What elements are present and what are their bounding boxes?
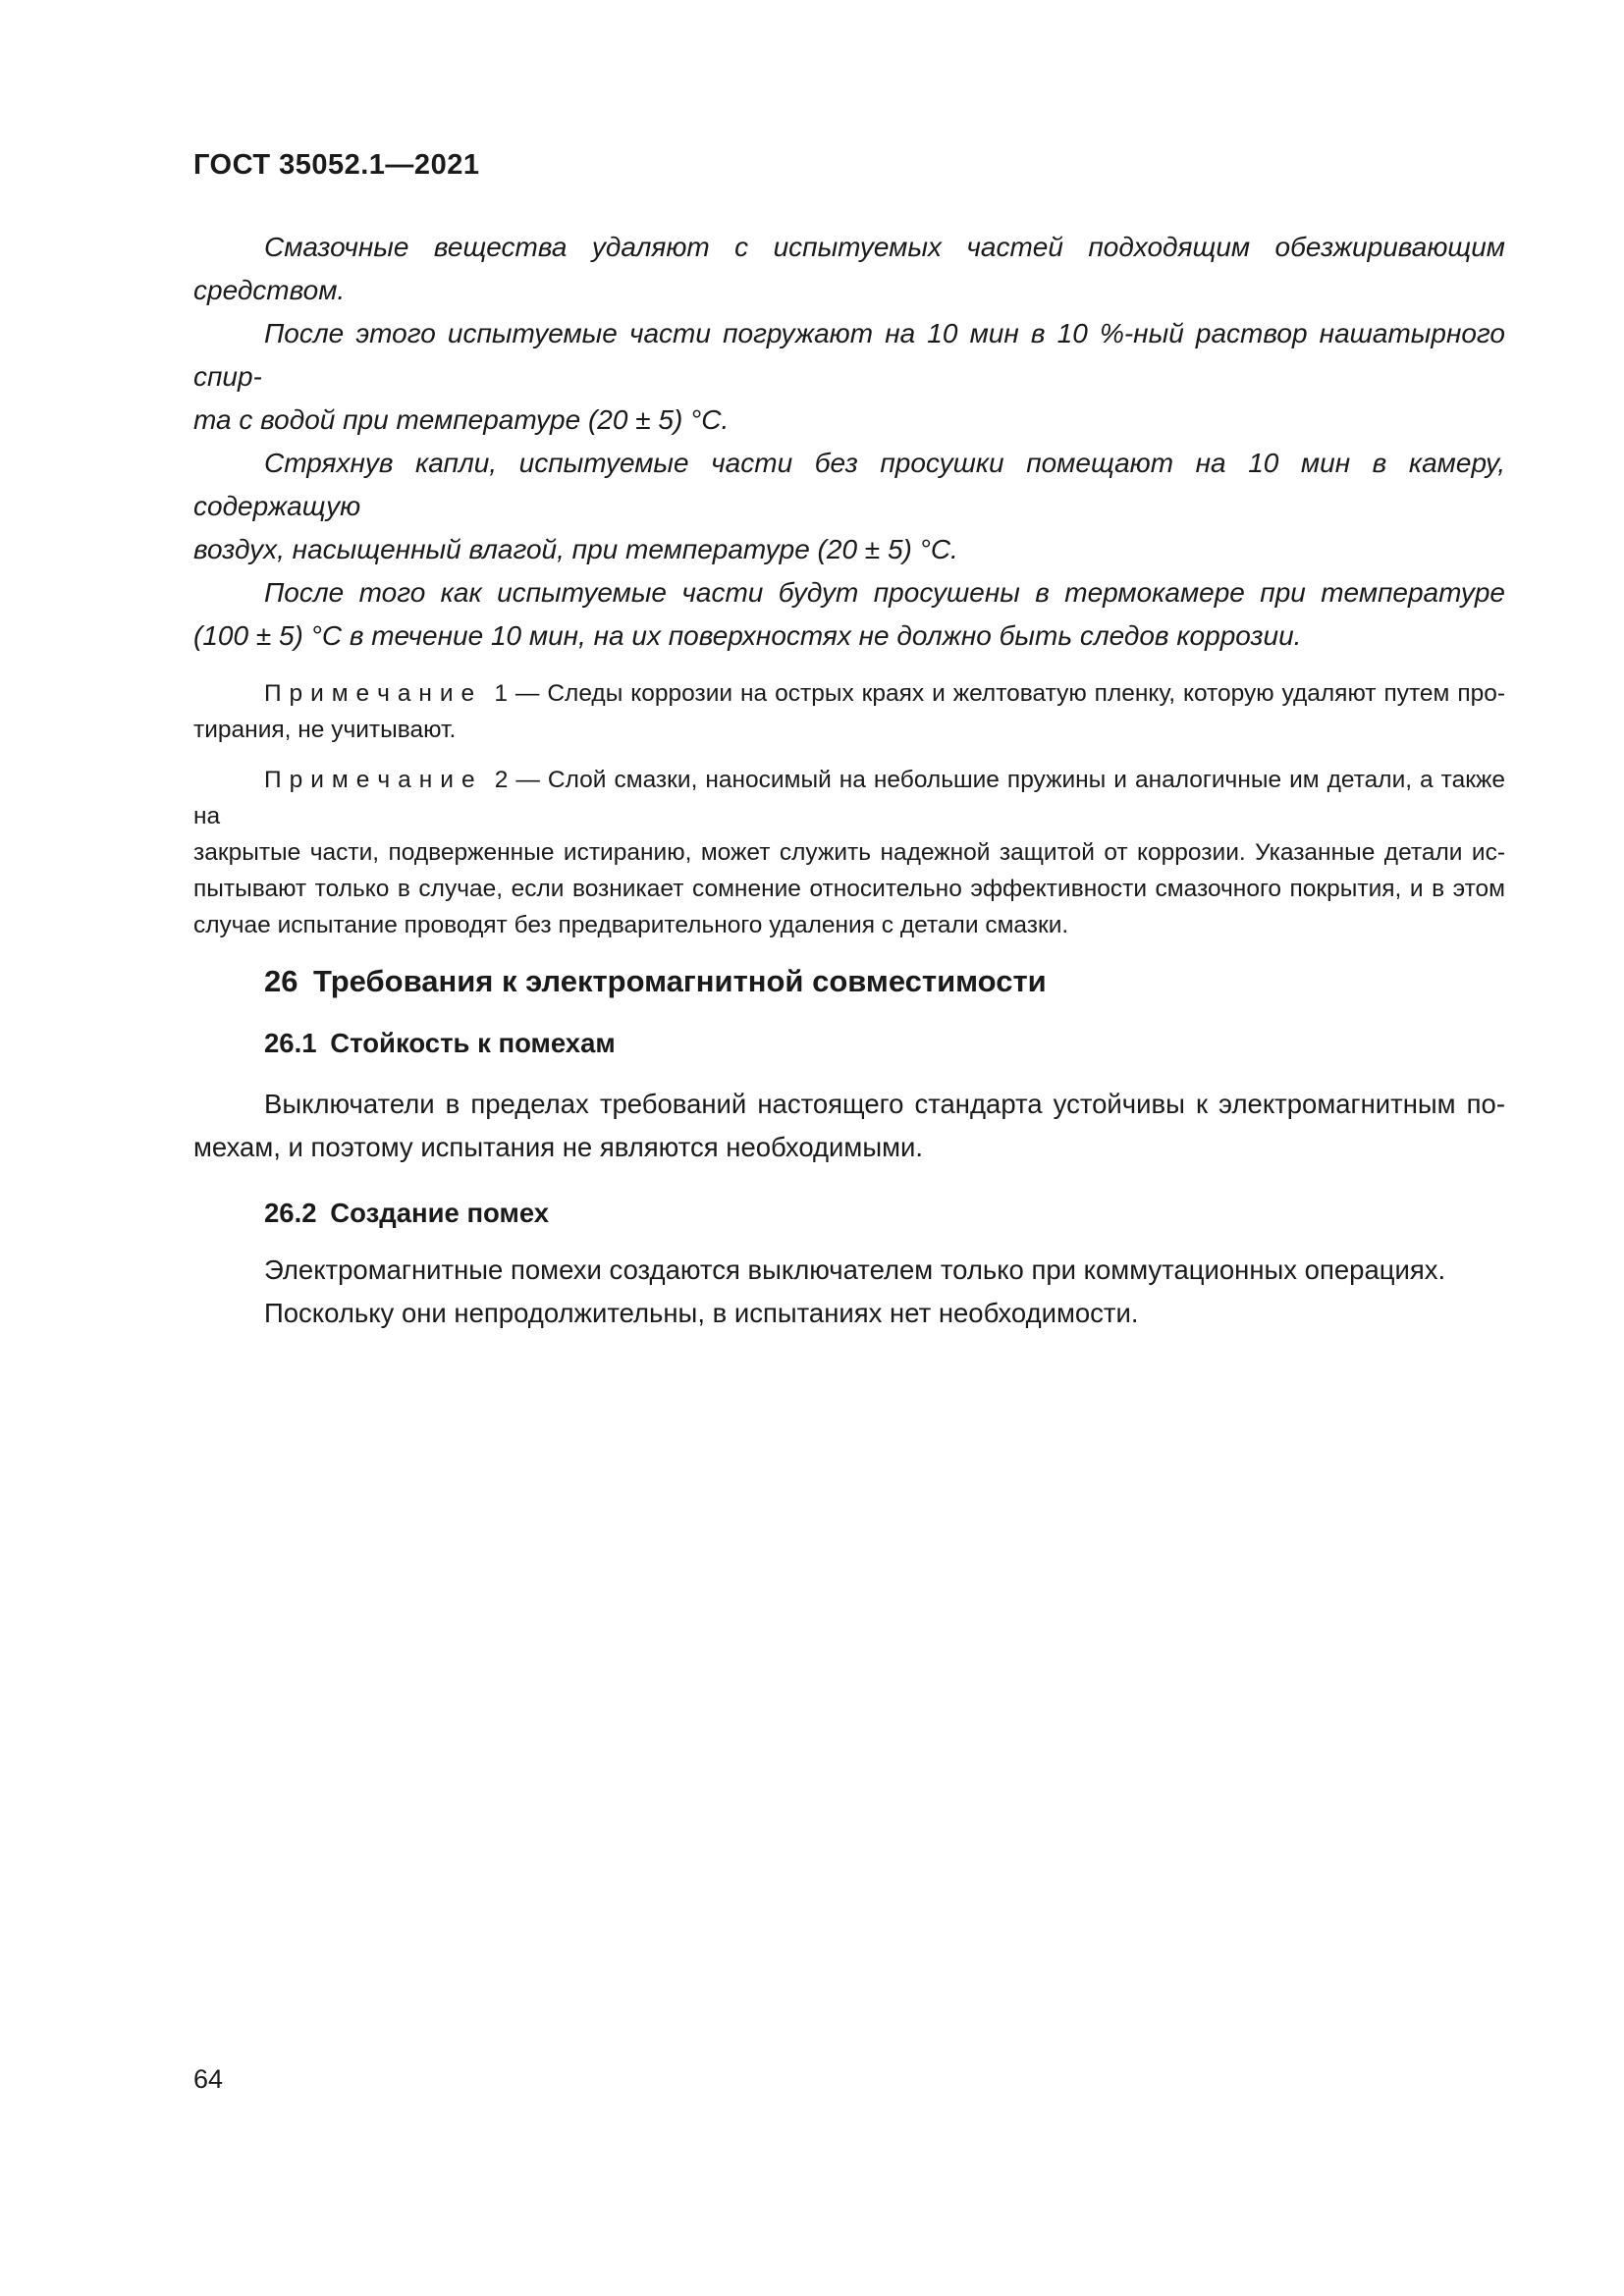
paragraph-line: мехам, и поэтому испытания не являются необходимыми. (193, 1132, 923, 1162)
paragraph-line: Смазочные вещества удаляют с испытуемых частей подходящим обезжиривающим (264, 232, 1505, 262)
page-content (193, 148, 1505, 1335)
note-line: П р и м е ч а н и е 1 — Следы коррозии на острых краях и желтоватую пленку, которую удаляют путем про- (264, 680, 1505, 707)
paragraph (193, 571, 1505, 658)
paragraph (193, 226, 1505, 312)
paragraph (193, 312, 1505, 442)
section-26-2-heading: 26.2 Создание помех (264, 1198, 550, 1228)
paragraph-line: Поскольку они непродолжительны, в испытаниях нет необходимости. (264, 1298, 1139, 1328)
paragraph-line: (100 ± 5) °С в течение 10 мин, на их поверхностях не должно быть следов коррозии. (193, 620, 1302, 651)
section-26-1-heading: 26.1 Стойкость к помехам (264, 1028, 616, 1058)
page-number: 64 (193, 2064, 224, 2094)
paragraph-line: После этого испытуемые части погружают на 10 мин в 10 %-ный раствор нашатырного спир- (193, 318, 1505, 392)
procedure-paragraphs (193, 226, 1505, 658)
note-line: пытывают только в случае, если возникает сомнение относительно эффективности смазочного покрытия, и в этом (193, 876, 1505, 902)
doc-code-header: ГОСТ 35052.1—2021 (193, 149, 480, 181)
paragraph-line: После того как испытуемые части будут просушены в термокамере при температуре (264, 577, 1505, 608)
note-1 (193, 675, 1505, 748)
paragraph (193, 442, 1505, 571)
note-line: случае испытание проводят без предварительного удаления с детали смазки. (193, 912, 1069, 938)
paragraph-line: та с водой при температуре (20 ± 5) °С. (193, 404, 730, 435)
paragraph-line: Стряхнув капли, испытуемые части без просушки помещают на 10 мин в камеру, содержащую (193, 448, 1505, 521)
section-26-2-body (193, 1249, 1505, 1335)
paragraph-line: воздух, насыщенный влагой, при температуре (20 ± 5) °С. (193, 534, 958, 564)
paragraph-line: Выключатели в пределах требований настоящего стандарта устойчивы к электромагнитным по- (264, 1089, 1505, 1119)
note-line: закрытые части, подверженные истиранию, может служить надежной защитой от коррозии. Указанные детали ис- (193, 839, 1505, 866)
note-2 (193, 762, 1505, 943)
paragraph-line: Электромагнитные помехи создаются выключателем только при коммутационных операциях. (264, 1255, 1446, 1285)
section-26-1-body (193, 1083, 1505, 1169)
paragraph-line: средством. (193, 275, 346, 305)
note-line: тирания, не учитывают. (193, 717, 457, 743)
note-line: П р и м е ч а н и е 2 — Слой смазки, наносимый на небольшие пружины и аналогичные им детали, а также на (193, 767, 1505, 829)
section-26-heading: 26 Требования к электромагнитной совместимости (264, 964, 1047, 998)
